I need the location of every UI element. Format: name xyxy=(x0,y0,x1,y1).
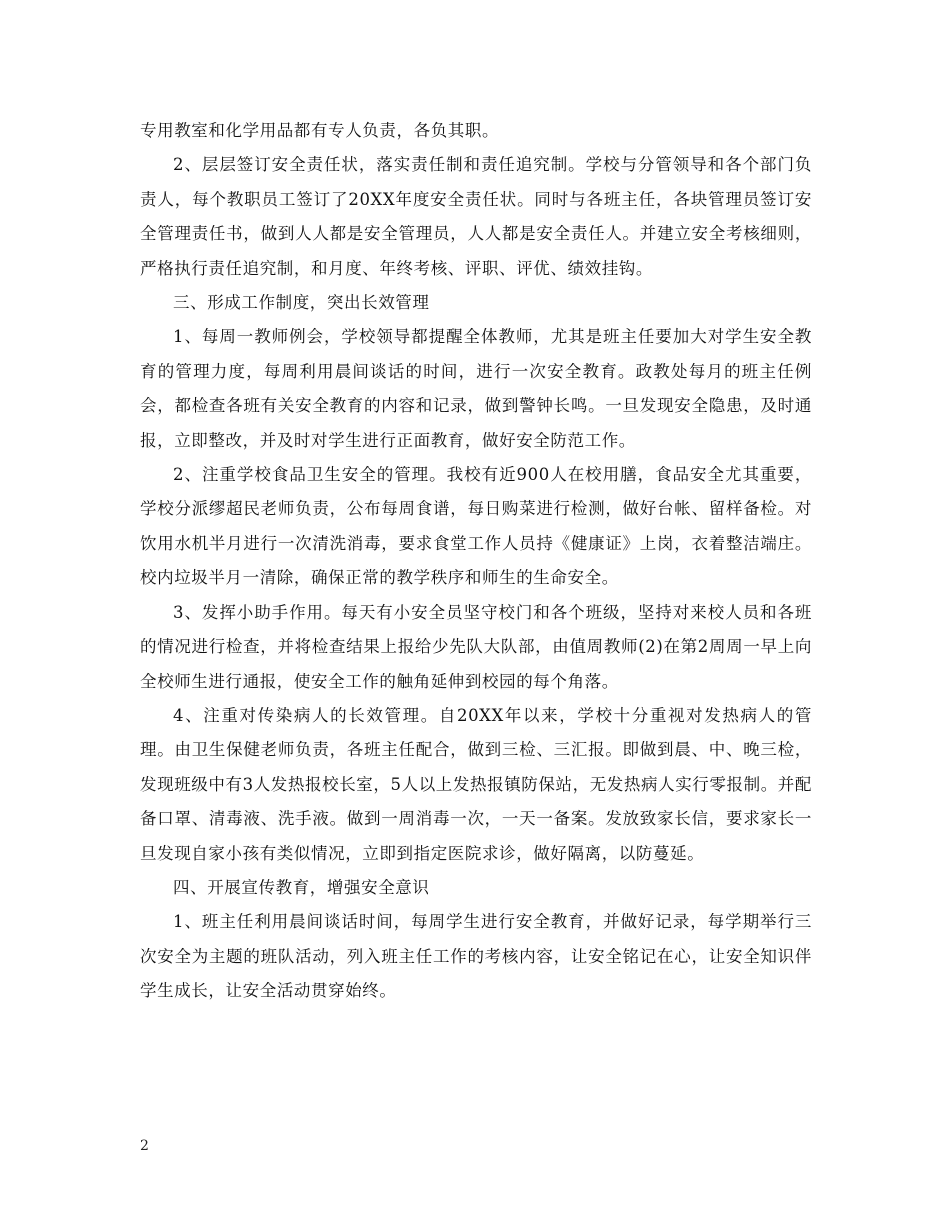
paragraph-9: 1、班主任利用晨间谈话时间，每周学生进行安全教育，并做好记录，每学期举行三次安全为主题的班队活动，列入班主任工作的考核内容，让安全铭记在心，让安全知识伴学生成长，让安全活动贯穿始终。 xyxy=(140,912,812,1001)
section-heading-3: 三、形成工作制度，突出长效管理 xyxy=(173,293,430,313)
paragraph-2: 2、层层签订安全责任状，落实责任制和责任追究制。学校与分管领导和各个部门负责人，每个教职员工签订了20XX年度安全责任状。同时与各班主任，各块管理员签订安全管理责任书，做到人人都是安全管理员，人人都是安全责任人。并建立安全考核细则，严格执行责任追究制，和月度、年终考核、评职、评优、绩效挂钩。 xyxy=(140,155,812,278)
section-heading-4: 四、开展宣传教育，增强安全意识 xyxy=(173,877,430,897)
paragraph-5: 2、注重学校食品卫生安全的管理。我校有近900人在校用膳，食品安全尤其重要，学校分派缪超民老师负责，公布每周食谱，每日购菜进行检测，做好台帐、留样备检。对饮用水机半月进行一次清洗消毒，要求食堂工作人员持《健康证》上岗，衣着整洁端庄。校内垃圾半月一清除，确保正常的教学秩序和师生的生命安全。 xyxy=(140,465,812,588)
paragraph-6: 3、发挥小助手作用。每天有小安全员坚守校门和各个班级，坚持对来校人员和各班的情况进行检查，并将检查结果上报给少先队大队部，由值周教师(2)在第2周周一早上向全校师生进行通报，使安全工作的触角延伸到校园的每个角落。 xyxy=(140,602,812,691)
page-number: 2 xyxy=(140,1138,149,1154)
document-body xyxy=(140,114,812,1009)
paragraph-7: 4、注重对传染病人的长效管理。自20XX年以来，学校十分重视对发热病人的管理。由卫生保健老师负责，各班主任配合，做到三检、三汇报。即做到晨、中、晚三检，发现班级中有3人发热报校长室，5人以上发热报镇防保站，无发热病人实行零报制。并配备口罩、清毒液、洗手液。做到一周消毒一次，一天一备案。发放致家长信，要求家长一旦发现自家小孩有类似情况，立即到指定医院求诊，做好隔离，以防蔓延。 xyxy=(140,705,812,863)
paragraph-1: 专用教室和化学用品都有专人负责，各负其职。 xyxy=(140,121,500,140)
paragraph-4: 1、每周一教师例会，学校领导都提醒全体教师，尤其是班主任要加大对学生安全教育的管理力度，每周利用晨间谈话的时间，进行一次安全教育。政教处每月的班主任例会，都检查各班有关安全教育的内容和记录，做到警钟长鸣。一旦发现安全隐患，及时通报，立即整改，并及时对学生进行正面教育，做好安全防范工作。 xyxy=(140,327,812,450)
